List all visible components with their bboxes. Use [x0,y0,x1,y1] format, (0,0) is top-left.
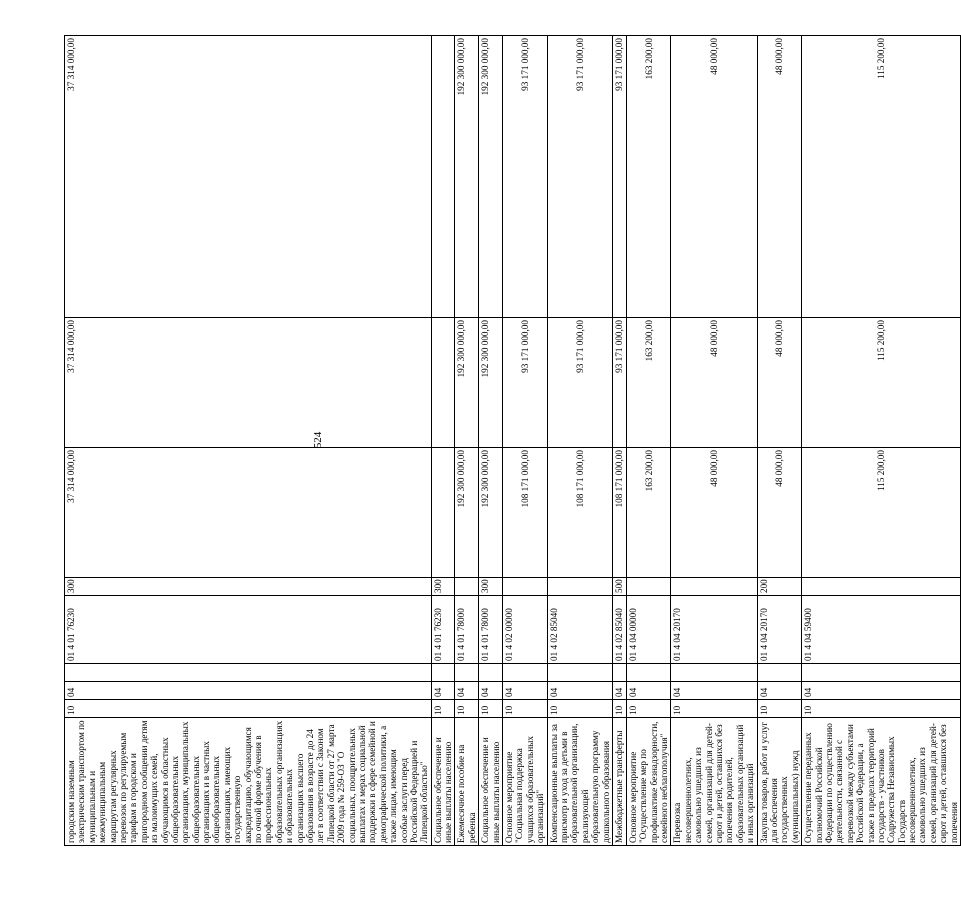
row-name: Межбюджетные трансферты [612,718,626,846]
table-row [802,36,961,846]
row-rz: 04 [612,682,626,700]
row-name: Осуществление переданных полномочий Российской Федерации по осуществлению деятельности, связанной с перевозкой между субъектами Российской Федерации, а также в пределах территорий государств - участников Содружества Независимых Государств несовершеннолетних, самовольно ушедших из семей, организаций для детей-сирот и детей, оставшихся без попечения [802,718,961,846]
row-gr: 10 [757,700,802,718]
row-amount-2: 93 171 000,00 [612,318,626,448]
row-vr [503,578,548,596]
row-amount-3: 48 000,00 [671,36,757,318]
row-amount-1: 37 314 000,00 [65,448,432,578]
row-pr [503,664,548,682]
row-rz: 04 [671,682,757,700]
row-gr: 10 [479,700,503,718]
row-amount-1: 192 300 000,00 [479,448,503,578]
row-rz: 04 [547,682,612,700]
row-amount-2 [431,318,455,448]
row-cs: 01 4 04 20170 [671,596,757,664]
row-amount-3 [431,36,455,318]
row-rz: 04 [65,682,432,700]
row-vr [547,578,612,596]
row-gr: 10 [626,700,671,718]
row-vr: 500 [612,578,626,596]
row-amount-3: 93 171 000,00 [612,36,626,318]
row-amount-1: 115 200,00 [802,448,961,578]
row-amount-1: 108 171 000,00 [612,448,626,578]
row-vr: 300 [65,578,432,596]
rotated-table-wrapper [64,36,959,846]
row-amount-3: 93 171 000,00 [547,36,612,318]
row-amount-2: 192 300 000,00 [455,318,479,448]
row-rz: 04 [626,682,671,700]
row-pr [612,664,626,682]
row-name: Ежемесячное пособие на ребенка [455,718,479,846]
row-gr: 10 [65,700,432,718]
row-amount-2: 37 314 000,00 [65,318,432,448]
row-pr [626,664,671,682]
row-pr [455,664,479,682]
row-pr [671,664,757,682]
row-vr: 300 [479,578,503,596]
row-pr [431,664,455,682]
row-amount-3: 115 200,00 [802,36,961,318]
row-cs: 01 4 02 85040 [547,596,612,664]
row-name: Закупка товаров, работ и услуг для обеспечения государственных (муниципальных) нужд [757,718,802,846]
row-pr [479,664,503,682]
row-vr [626,578,671,596]
row-amount-1: 48 000,00 [671,448,757,578]
row-name: городским наземным электрическим транспортом по муниципальным и межмуниципальным маршрутам регулярных перевозок по регулируемым тарифам в городском и пригородном сообщении детям из малоимущих семей, обучающимся в областных общеобразовательных организациях, муниципальных общеобразовательных организациях и в частных общеобразовательных организациях, имеющих государственную аккредитацию, обучающимся по очной форме обучения в профессиональных образовательных организациях и образовательных организациях высшего образования в возрасте до 24 лет в соответствии с Законом Липецкой области от 27 марта 2009 года № 259-ОЗ "О социальных, поощрительных выплатах и мерах социальной поддержки в сфере семейной и демографической политики, а также лицам, имеющим особые заслуги перед Российской Федерацией и Липецкой областью" [65,718,432,846]
row-cs: 01 4 02 00000 [503,596,548,664]
row-cs: 01 4 02 85040 [612,596,626,664]
table-row [547,36,612,846]
budget-table [64,35,961,846]
row-gr: 10 [612,700,626,718]
row-amount-1: 48 000,00 [757,448,802,578]
row-vr: 200 [757,578,802,596]
row-vr [671,578,757,596]
row-vr [455,578,479,596]
row-amount-3: 93 171 000,00 [503,36,548,318]
row-amount-2: 48 000,00 [757,318,802,448]
row-gr: 10 [547,700,612,718]
row-gr: 10 [455,700,479,718]
row-amount-1: 108 171 000,00 [547,448,612,578]
table-row [671,36,757,846]
row-amount-3: 37 314 000,00 [65,36,432,318]
row-amount-3: 163 200,00 [626,36,671,318]
table-row [757,36,802,846]
row-name: Перевозка несовершеннолетних, самовольно ушедших из семей, организаций для детей-сирот и детей, оставшихся без попечения родителей, образовательных организаций и иных организаций [671,718,757,846]
row-vr [802,578,961,596]
row-amount-1: 163 200,00 [626,448,671,578]
row-cs: 01 4 01 76230 [431,596,455,664]
row-gr: 10 [503,700,548,718]
row-name: Социальное обеспечение и иные выплаты населению [479,718,503,846]
row-amount-2: 93 171 000,00 [503,318,548,448]
row-amount-2: 163 200,00 [626,318,671,448]
row-amount-2: 48 000,00 [671,318,757,448]
table-row [65,36,432,846]
row-name: Основное мероприятие "Осуществление мер по профилактике безнадзорности, семейного неблагополучия" [626,718,671,846]
row-vr: 300 [431,578,455,596]
row-rz: 04 [757,682,802,700]
row-amount-2: 115 200,00 [802,318,961,448]
row-cs: 01 4 01 78000 [455,596,479,664]
table-row [431,36,455,846]
row-rz: 04 [479,682,503,700]
page-number: 524 [312,431,324,449]
row-pr [802,664,961,682]
row-cs: 01 4 04 00000 [626,596,671,664]
row-amount-3: 192 300 000,00 [479,36,503,318]
row-cs: 01 4 04 20170 [757,596,802,664]
row-cs: 01 4 04 59400 [802,596,961,664]
row-gr: 10 [431,700,455,718]
row-pr [65,664,432,682]
row-cs: 01 4 01 78000 [479,596,503,664]
row-rz: 04 [431,682,455,700]
row-name: Компенсационные выплаты за присмотр и уход за детьми в образовательной организации, реализующей образовательную программу дошкольного образования [547,718,612,846]
row-amount-2: 93 171 000,00 [547,318,612,448]
table-row [479,36,503,846]
row-amount-3: 48 000,00 [757,36,802,318]
table-row [612,36,626,846]
row-name: Основное мероприятие "Социальная поддержка учащихся образовательных организаций" [503,718,548,846]
row-pr [547,664,612,682]
row-amount-3: 192 300 000,00 [455,36,479,318]
row-amount-1: 192 300 000,00 [455,448,479,578]
row-pr [757,664,802,682]
row-rz: 04 [455,682,479,700]
row-amount-2: 192 300 000,00 [479,318,503,448]
row-gr: 10 [802,700,961,718]
table-row [503,36,548,846]
row-amount-1 [431,448,455,578]
row-gr: 10 [671,700,757,718]
row-rz: 04 [802,682,961,700]
row-amount-1: 108 171 000,00 [503,448,548,578]
table-row [626,36,671,846]
row-name: Социальное обеспечение и иные выплаты населению [431,718,455,846]
row-rz: 04 [503,682,548,700]
table-row [455,36,479,846]
row-cs: 01 4 01 76230 [65,596,432,664]
